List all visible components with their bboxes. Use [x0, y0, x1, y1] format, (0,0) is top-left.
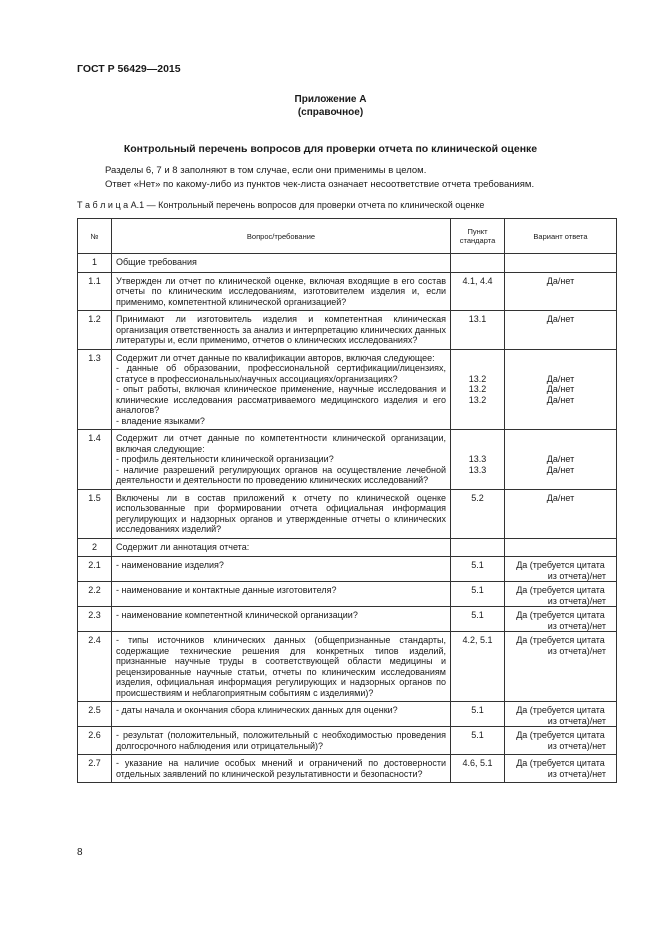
question-line: - наименование компетентной клинической организации? — [116, 610, 358, 620]
answer-value: из отчета)/нет — [547, 740, 606, 751]
table-row — [78, 430, 617, 490]
row-answer — [505, 557, 617, 582]
intro-line: Разделы 6, 7 и 8 заполняют в том случае, если они применимы в целом. — [105, 165, 427, 176]
row-clause — [451, 607, 505, 632]
row-number: 1.4 — [78, 430, 112, 490]
clause-value: 13.1 — [468, 314, 487, 324]
clause-value: 13.2 — [468, 394, 487, 405]
question-line: - типы источников клинических данных (общепризнанные стандарты, содержащие технические решения для конкретных типов изделий, признанные научные труды в соответствующей области медицины и рецензированные научные статьи, отчеты по клиническим исследованиям изделия, официальная информация регулирующих и надзорных органов по происшествиям и неблагоприятным событиям с изделиями)? — [116, 635, 446, 698]
row-clause — [451, 727, 505, 755]
row-question — [112, 727, 451, 755]
row-question — [112, 349, 451, 430]
answer-value: Да (требуется цитата — [516, 585, 605, 595]
header-clause — [451, 219, 505, 254]
answer-value: Да/нет — [546, 454, 575, 464]
row-answer — [505, 272, 617, 311]
row-clause — [451, 311, 505, 350]
row-answer — [505, 632, 617, 702]
row-answer — [505, 702, 617, 727]
row-answer — [505, 349, 617, 430]
appendix-kind: (справочное) — [297, 107, 364, 118]
row-clause — [451, 489, 505, 538]
question-line: Содержит ли аннотация отчета: — [116, 541, 250, 552]
clause-value: 5.1 — [471, 705, 484, 715]
header-question: Вопрос/требование — [112, 219, 451, 254]
row-question — [112, 538, 451, 557]
row-clause — [451, 538, 505, 557]
row-answer — [505, 538, 617, 557]
answer-value: Да/нет — [546, 314, 575, 324]
row-answer — [505, 489, 617, 538]
row-number: 2.2 — [78, 582, 112, 607]
question-line: Содержит ли отчет данные по компетентности клинической организации, включая следующие: — [116, 433, 446, 454]
row-number: 2.6 — [78, 727, 112, 755]
table-caption: Т а б л и ц а А.1 — Контрольный перечень вопросов для проверки отчета по клинической оценке — [77, 200, 485, 210]
row-number: 2 — [78, 538, 112, 557]
table-row — [78, 272, 617, 311]
question-line: - наименование изделия? — [116, 560, 224, 570]
appendix-label: Приложение А — [294, 94, 367, 105]
row-question — [112, 254, 451, 273]
answer-value: из отчета)/нет — [547, 570, 606, 581]
row-number: 2.4 — [78, 632, 112, 702]
intro-line: Ответ «Нет» по какому-либо из пунктов чек-листа означает несоответствие отчета требованиям. — [105, 179, 535, 190]
row-question — [112, 489, 451, 538]
row-clause — [451, 755, 505, 783]
question-line: - наличие разрешений регулирующих органов на осуществление лечебной деятельности и деятельности по проведению клинических исследований? — [116, 464, 446, 485]
clause-value: 13.2 — [468, 384, 487, 394]
row-answer — [505, 254, 617, 273]
answer-value: Да (требуется цитата — [516, 610, 605, 620]
clause-value: 4.6, 5.1 — [462, 758, 493, 768]
answer-value: Да (требуется цитата — [516, 635, 605, 645]
row-number: 1.1 — [78, 272, 112, 311]
answer-value: из отчета)/нет — [547, 715, 606, 726]
row-number: 2.5 — [78, 702, 112, 727]
answer-value: из отчета)/нет — [547, 645, 606, 656]
clause-value: 13.3 — [468, 454, 487, 464]
row-question — [112, 430, 451, 490]
question-line: - профиль деятельности клинической организации? — [116, 454, 334, 464]
clause-value: 5.1 — [471, 560, 484, 570]
answer-value: Да/нет — [546, 394, 575, 405]
question-line: Принимают ли изготовитель изделия и компетентная клиническая организация ответственность за анализ и интерпретацию клинических данных литературы и, если применимо, отчетов о клинических исследованиях? — [116, 314, 446, 345]
row-answer — [505, 311, 617, 350]
question-line: - владение языками? — [116, 415, 205, 426]
answer-value: Да/нет — [546, 384, 575, 394]
row-answer — [505, 582, 617, 607]
table-row — [78, 349, 617, 430]
row-clause — [451, 349, 505, 430]
row-clause — [451, 582, 505, 607]
header-num: № — [78, 219, 112, 254]
row-question — [112, 272, 451, 311]
question-line: - данные об образовании, профессиональной сертификации/лицензиях, статусе в профессиональных/научных ассоциациях/организациях? — [116, 363, 446, 384]
answer-value: из отчета)/нет — [547, 768, 606, 779]
question-line: Содержит ли отчет данные по квалификации авторов, включая следующее: — [116, 352, 435, 363]
clause-value: 5.1 — [471, 730, 484, 740]
row-number: 1.3 — [78, 349, 112, 430]
row-question — [112, 607, 451, 632]
table-row — [78, 702, 617, 727]
row-question — [112, 755, 451, 783]
answer-value: Да (требуется цитата — [516, 560, 605, 570]
row-answer — [505, 727, 617, 755]
answer-value: Да/нет — [546, 492, 575, 503]
appendix-heading — [0, 93, 661, 119]
row-number: 2.1 — [78, 557, 112, 582]
header-clause-line: Пункт — [467, 227, 488, 236]
clause-value: 13.2 — [468, 373, 487, 384]
table-row — [78, 607, 617, 632]
row-question — [112, 632, 451, 702]
question-line: - указание на наличие особых мнений и ограничений по достоверности отдельных заявлений по клинической результативности и безопасности? — [116, 758, 446, 779]
clause-value: 13.3 — [468, 464, 487, 475]
answer-value: Да (требуется цитата — [516, 730, 605, 740]
answer-value: из отчета)/нет — [547, 595, 606, 606]
row-question — [112, 582, 451, 607]
answer-value: Да/нет — [546, 275, 575, 286]
question-line: Общие требования — [116, 257, 197, 267]
row-clause — [451, 430, 505, 490]
table-row — [78, 727, 617, 755]
question-line: Включены ли в состав приложений к отчету по клинической оценке использованные при формировании отчета официальная информация регулирующих и надзорных органов и утвержденные отчеты о клинических исследованиях изделий? — [116, 492, 446, 534]
row-question — [112, 702, 451, 727]
row-answer — [505, 755, 617, 783]
row-number: 1.2 — [78, 311, 112, 350]
clause-value: 5.1 — [471, 610, 484, 620]
row-number: 1.5 — [78, 489, 112, 538]
header-answer: Вариант ответа — [505, 219, 617, 254]
appendix-title: Контрольный перечень вопросов для проверки отчета по клинической оценке — [123, 143, 538, 155]
row-number: 1 — [78, 254, 112, 273]
table-row — [78, 254, 617, 273]
table-header-row — [78, 219, 617, 254]
table-row — [78, 489, 617, 538]
question-line: Утвержден ли отчет по клинической оценке, включая входящие в его состав отчеты по клиническим исследованиям, изготовителем изделия и, если применимо, компетентной клинической организацией? — [116, 275, 446, 307]
table-row — [78, 582, 617, 607]
intro-text — [105, 164, 534, 192]
clause-value: 4.2, 5.1 — [462, 635, 493, 645]
answer-value: из отчета)/нет — [547, 620, 606, 631]
document-id: ГОСТ Р 56429—2015 — [77, 63, 181, 75]
answer-value: Да/нет — [546, 464, 575, 475]
row-question — [112, 311, 451, 350]
clause-value: 4.1, 4.4 — [462, 275, 493, 286]
clause-value: 5.1 — [471, 585, 484, 595]
table-body — [78, 254, 617, 783]
table-row — [78, 311, 617, 350]
row-clause — [451, 557, 505, 582]
row-clause — [451, 702, 505, 727]
clause-value: 5.2 — [471, 492, 484, 503]
question-line: - наименование и контактные данные изготовителя? — [116, 585, 337, 595]
table-row — [78, 755, 617, 783]
table-row — [78, 632, 617, 702]
page-number: 8 — [77, 847, 83, 858]
question-line: - даты начала и окончания сбора клинических данных для оценки? — [116, 705, 398, 715]
row-answer — [505, 607, 617, 632]
answer-value: Да (требуется цитата — [516, 705, 605, 715]
row-clause — [451, 272, 505, 311]
table-row — [78, 538, 617, 557]
row-clause — [451, 254, 505, 273]
table-row — [78, 557, 617, 582]
answer-value: Да/нет — [546, 373, 575, 384]
answer-value: Да (требуется цитата — [516, 758, 605, 768]
row-answer — [505, 430, 617, 490]
question-line: - опыт работы, включая клиническое применение, научные исследования и клинические исследования рассматриваемого медицинского изделия и его аналогов? — [116, 384, 446, 415]
checklist-table — [77, 218, 617, 783]
row-question — [112, 557, 451, 582]
question-line: - результат (положительный, положительный с необходимостью проведения долгосрочного наблюдения или отрицательный)? — [116, 730, 446, 751]
row-number: 2.7 — [78, 755, 112, 783]
row-number: 2.3 — [78, 607, 112, 632]
header-clause-line: стандарта — [459, 236, 496, 245]
row-clause — [451, 632, 505, 702]
